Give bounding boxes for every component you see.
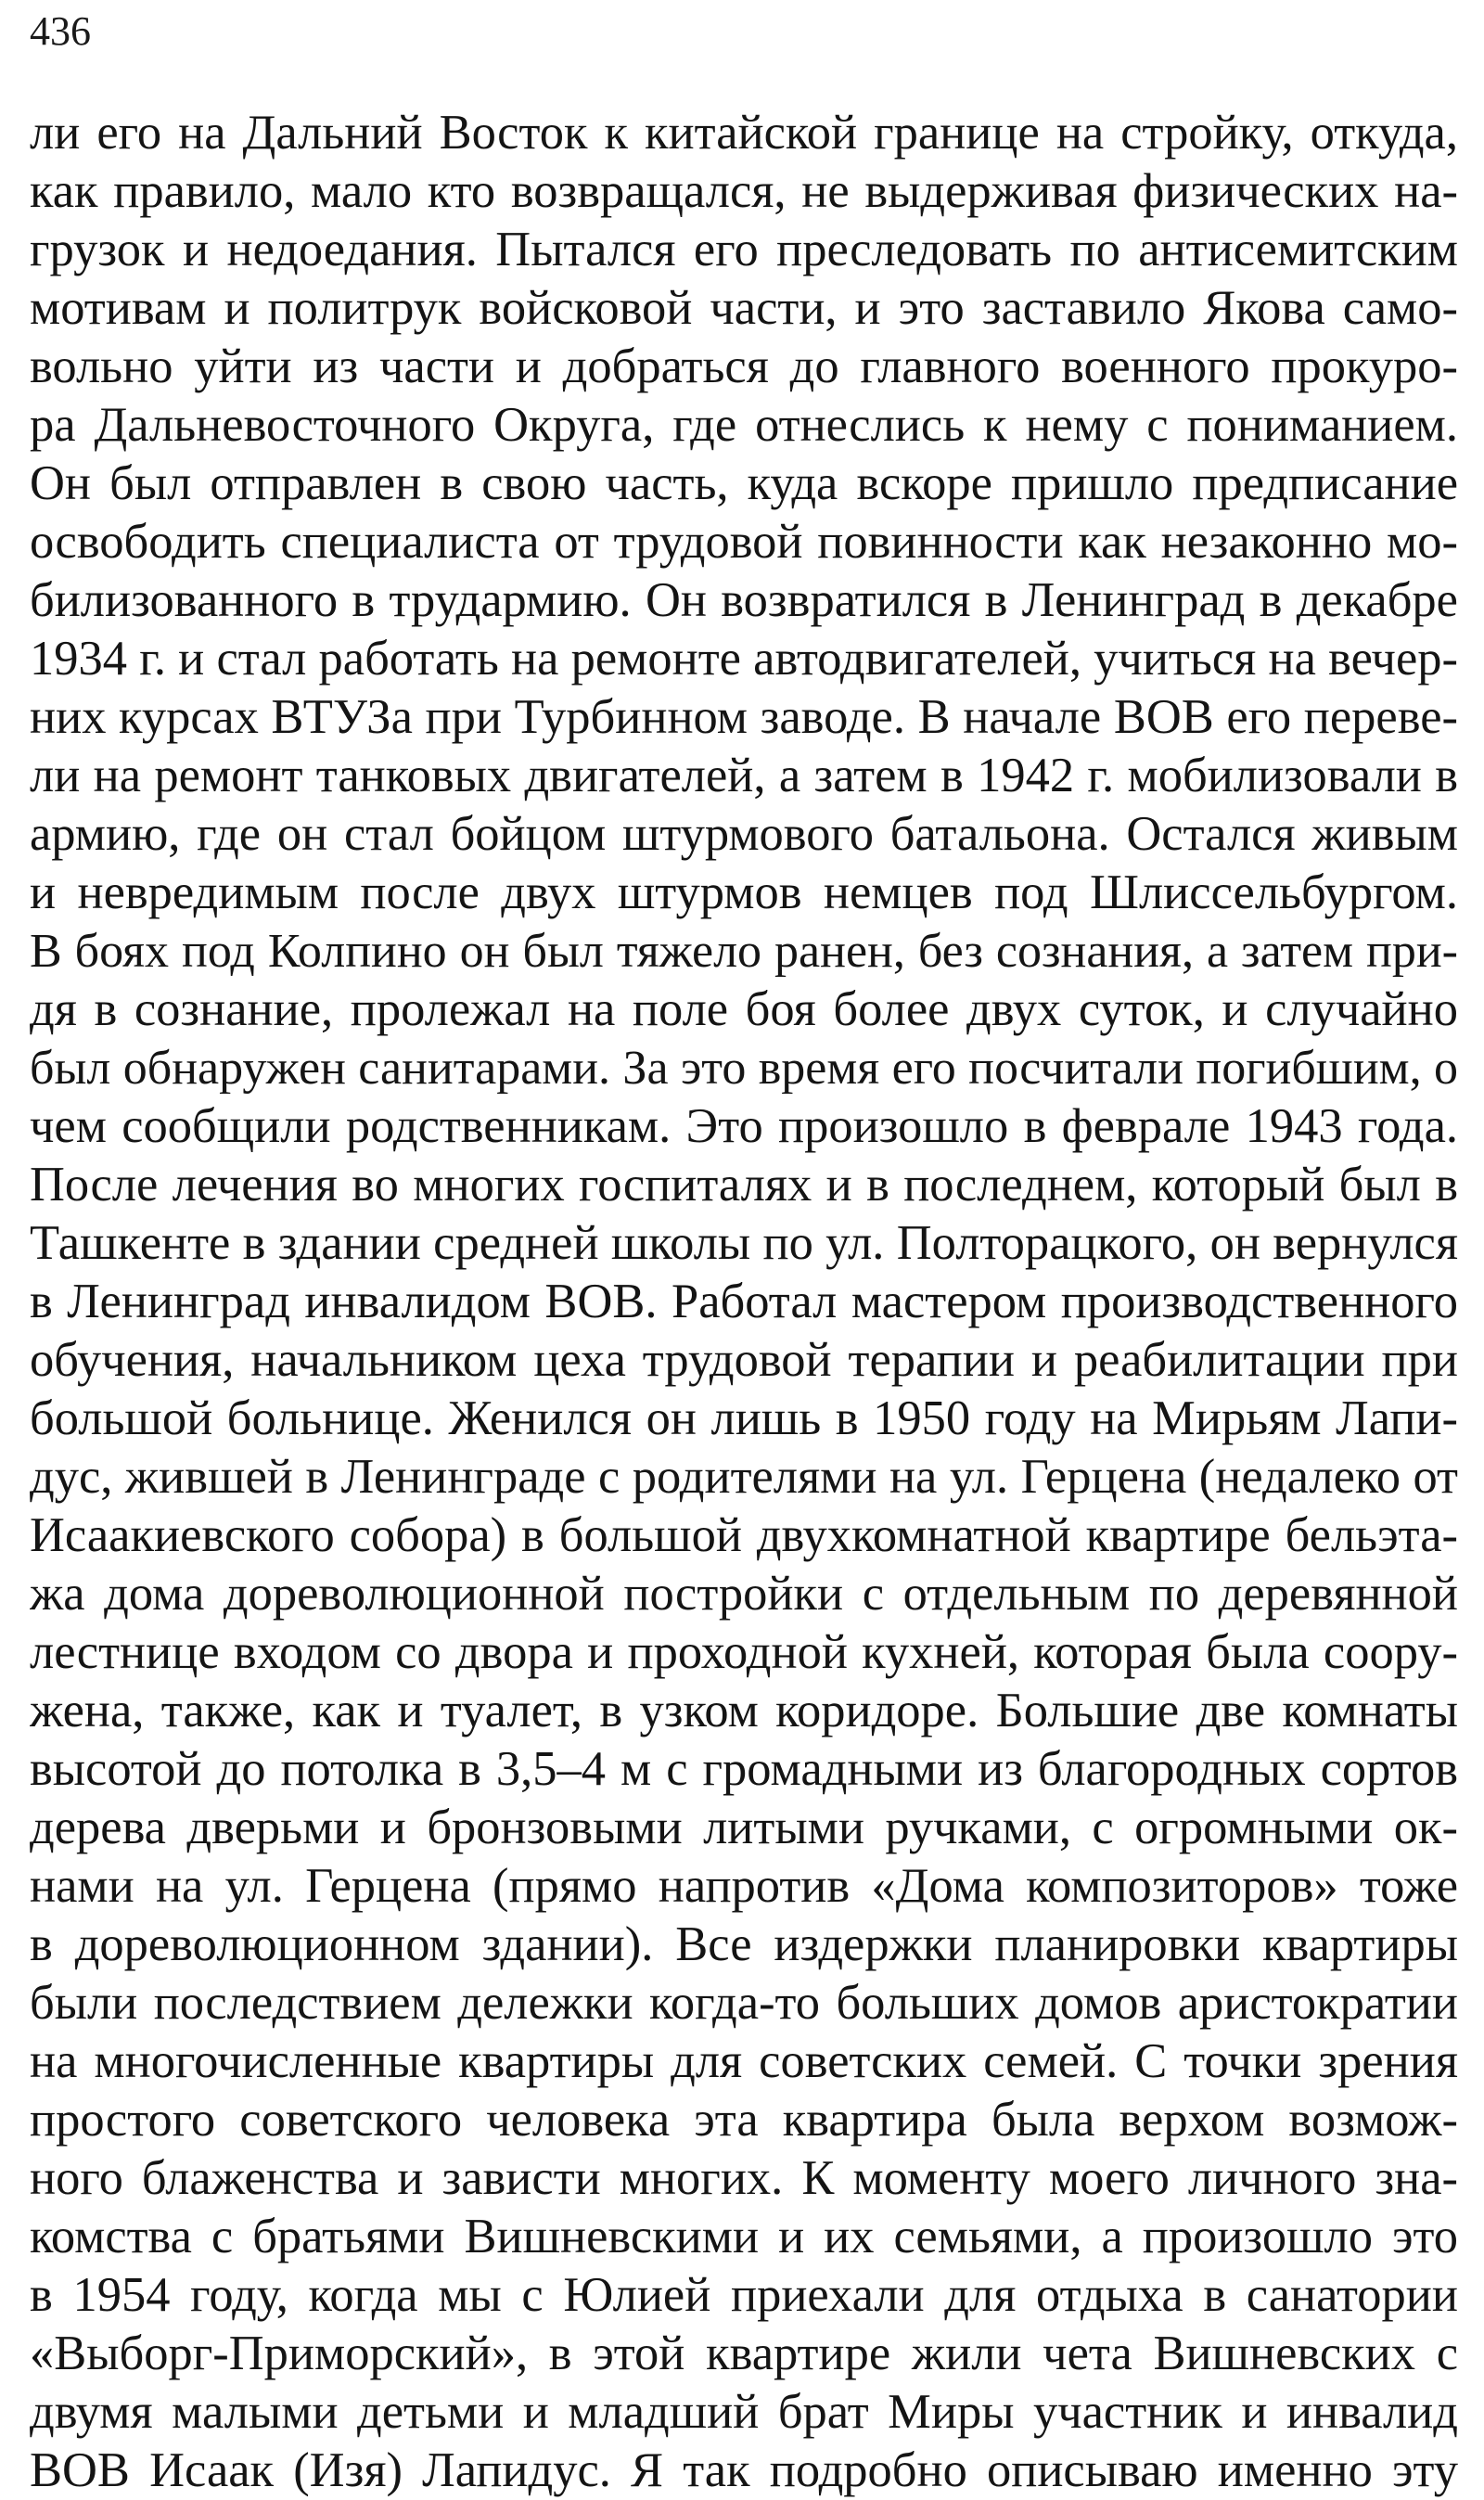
text-line: чем сообщили родственникам. Это произошло в феврале 1943 года. [30,1099,1458,1153]
text-line: дерева дверьми и бронзовыми литыми ручками, с огромными ок- [30,1801,1458,1854]
text-line: нами на ул. Герцена (прямо напротив «Дома композиторов» тоже [30,1859,1458,1913]
text-line: грузок и недоедания. Пытался его преследовать по антисемитским [30,223,1458,276]
text-line: были последствием дележки когда-то больших домов аристократии [30,1976,1458,2030]
text-line: на многочисленные квартиры для советских семей. С точки зрения [30,2034,1458,2088]
text-line: освободить специалиста от трудовой повинности как незаконно мо- [30,515,1458,569]
text-line: ли его на Дальний Восток к китайской границе на стройку, откуда, [30,106,1458,160]
text-line: простого советского человека эта квартира была верхом возмож- [30,2093,1458,2147]
text-line: комства с братьями Вишневскими и их семьями, а произошло это [30,2210,1458,2263]
text-line: большой больнице. Женился он лишь в 1950 году на Мирьям Лапи- [30,1391,1458,1445]
text-line: в Ленинград инвалидом ВОВ. Работал мастером производственного [30,1275,1458,1328]
text-line: В боях под Колпино он был тяжело ранен, без сознания, а затем при- [30,925,1458,978]
text-line: армию, где он стал бойцом штурмового батальона. Остался живым [30,807,1458,861]
text-line: Исаакиевского собора) в большой двухкомнатной квартире бельэта- [30,1508,1458,1562]
text-line: как правило, мало кто возвращался, не выдерживая физических на- [30,164,1458,218]
text-line: «Выборг-Приморский», в этой квартире жили чета Вишневских с [30,2327,1458,2380]
text-line: в 1954 году, когда мы с Юлией приехали для отдыха в санатории [30,2268,1458,2322]
text-line: После лечения во многих госпиталях и в последнем, который был в [30,1158,1458,1212]
text-line: в дореволюционном здании). Все издержки планировки квартиры [30,1917,1458,1971]
text-line: ли на ремонт танковых двигателей, а затем в 1942 г. мобилизовали в [30,749,1458,802]
text-line: 1934 г. и стал работать на ремонте автодвигателей, учиться на вечер- [30,632,1458,686]
text-line: ного блаженства и зависти многих. К моменту моего личного зна- [30,2151,1458,2205]
text-line: ра Дальневосточного Округа, где отнеслись к нему с пониманием. [30,398,1458,452]
text-line: лестнице входом со двора и проходной кухней, которая была соору- [30,1625,1458,1679]
text-line: билизованного в трудармию. Он возвратился в Ленинград в декабре [30,573,1458,627]
body-text [30,104,1458,2500]
text-line: жена, также, как и туалет, в узком коридоре. Большие две комнаты [30,1684,1458,1737]
text-line: них курсах ВТУЗа при Турбинном заводе. В начале ВОВ его переве- [30,690,1458,744]
text-line: дя в сознание, пролежал на поле боя более двух суток, и случайно [30,982,1458,1036]
text-line: мотивам и политрук войсковой части, и это заставило Якова само- [30,281,1458,335]
text-line: обучения, начальником цеха трудовой терапии и реабилитации при [30,1333,1458,1387]
text-line: и невредимым после двух штурмов немцев под Шлиссельбургом. [30,865,1458,919]
text-line: вольно уйти из части и добраться до главного военного прокуро- [30,340,1458,393]
text-line: высотой до потолка в 3,5–4 м с громадными из благородных сортов [30,1742,1458,1796]
text-line: Он был отправлен в свою часть, куда вскоре пришло предписание [30,456,1458,510]
text-line: был обнаружен санитарами. За это время его посчитали погибшим, о [30,1042,1458,1095]
text-line: двумя малыми детьми и младший брат Миры участник и инвалид [30,2385,1458,2439]
text-line: Ташкенте в здании средней школы по ул. Полторацкого, он вернулся [30,1216,1458,1270]
page-number: 436 [30,8,91,54]
text-line: ВОВ Исаак (Изя) Лапидус. Я так подробно описываю именно эту [30,2443,1458,2497]
text-line: жа дома дореволюционной постройки с отдельным по деревянной [30,1567,1458,1621]
text-line: дус, жившей в Ленинграде с родителями на ул. Герцена (недалеко от [30,1450,1458,1504]
